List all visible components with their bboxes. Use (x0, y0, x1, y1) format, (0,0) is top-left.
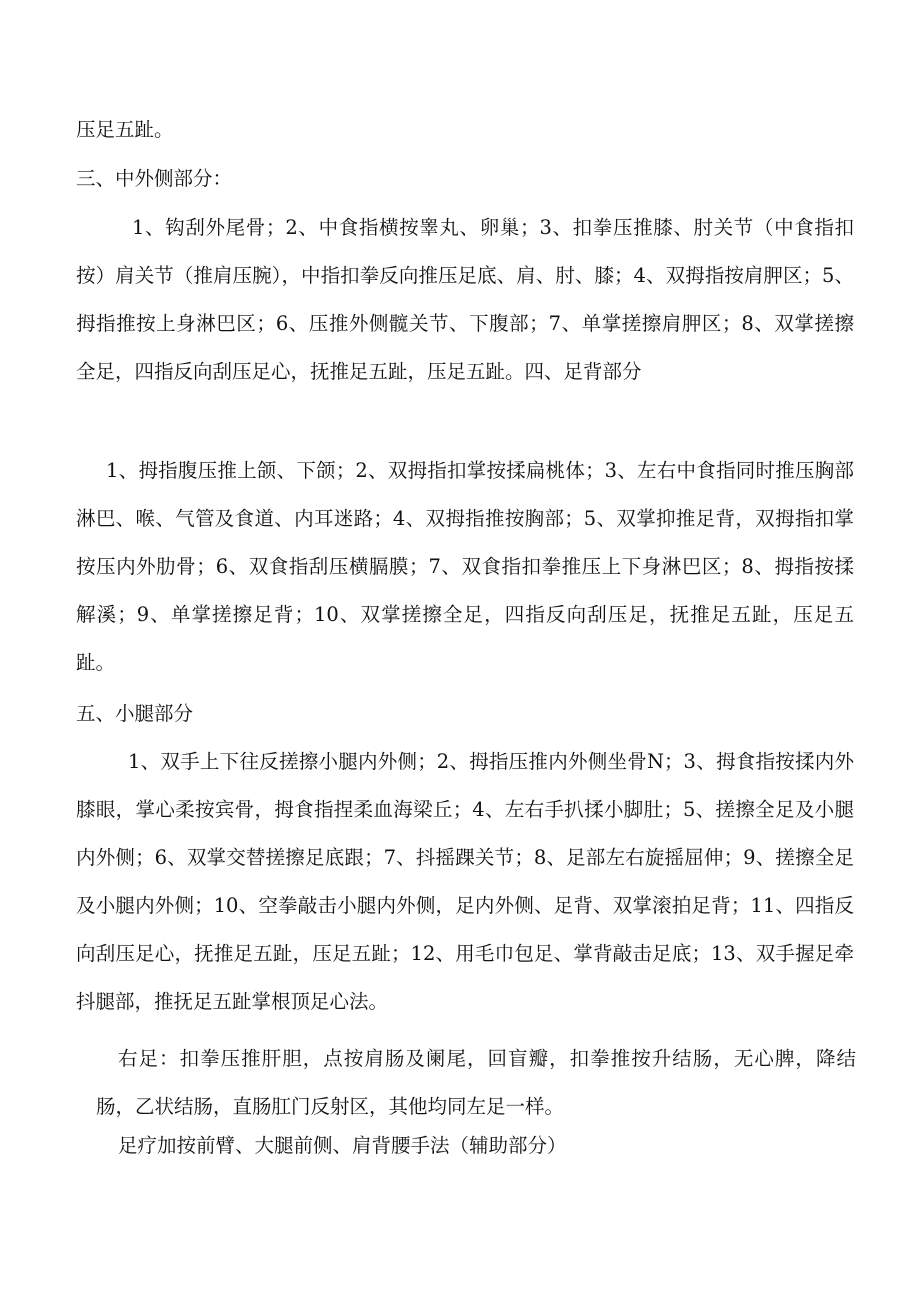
right-foot-paragraph: 右足：扣拳压推肝胆，点按肩肠及阑尾，回盲瓣，扣拳推按升结肠，无心脾，降结肠，乙状结肠，直肠肛门反射区，其他均同左足一样。 (96, 1047, 856, 1118)
supplement-heading: 足疗加按前臂、大腿前侧、肩背腰手法（辅助部分） (118, 1134, 567, 1157)
section-heading-5: 五、小腿部分 (76, 702, 194, 725)
section-heading-3: 三、中外侧部分： (76, 167, 233, 190)
section-4-paragraph: 1、拇指腹压推上颌、下颌；2、双拇指扣掌按揉扁桃体；3、左右中食指同时推压胸部淋巴、喉、气管及食道、内耳迷路；4、双拇指推按胸部；5、双掌抑推足背，双拇指扣掌按压内外肋骨；6、双食指刮压横膈膜；7、双食指扣拳推压上下身淋巴区；8、拇指按揉解溪；9、单掌搓擦足背；10、双掌搓擦全足，四指反向刮压足，抚推足五趾，压足五趾。 (76, 459, 854, 674)
continuation-line: 压足五趾。 (76, 118, 174, 141)
section-3-paragraph: 1、钩刮外尾骨；2、中食指横按睾丸、卵巢；3、扣拳压推膝、肘关节（中食指扣按）肩关节（推肩压腕），中指扣拳反向推压足底、肩、肘、膝；4、双拇指按肩胛区；5、拇指推按上身淋巴区；6、压推外侧髋关节、下腹部；7、单掌搓擦肩胛区；8、双掌搓擦全足，四指反向刮压足心，抚推足五趾，压足五趾。四、足背部分 (76, 216, 854, 383)
section-5-paragraph: 1、双手上下往反搓擦小腿内外侧；2、拇指压推内外侧坐骨N；3、拇食指按揉内外膝眼，掌心柔按宾骨，拇食指捏柔血海梁丘；4、左右手扒揉小脚肚；5、搓擦全足及小腿内外侧；6、双掌交替搓擦足底跟；7、抖摇踝关节；8、足部左右旋摇屈伸；9、搓擦全足及小腿内外侧；10、空拳敲击小腿内外侧，足内外侧、足背、双掌滚拍足背；11、四指反向刮压足心，抚推足五趾，压足五趾；12、用毛巾包足、掌背敲击足底；13、双手握足牵抖腿部，推抚足五趾掌根顶足心法。 (76, 750, 854, 1013)
